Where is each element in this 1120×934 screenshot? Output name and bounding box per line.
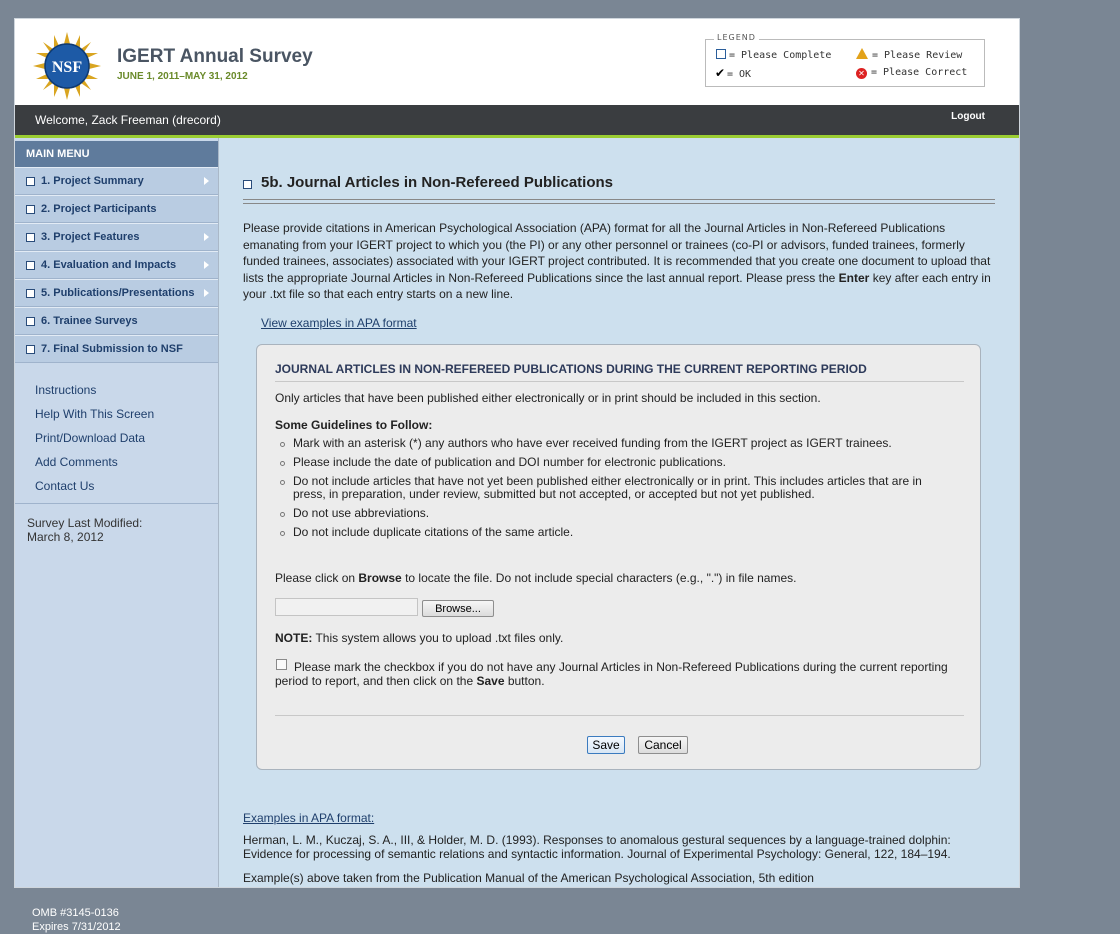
no-articles-checkbox[interactable] xyxy=(276,659,287,670)
app-title: IGERT Annual Survey xyxy=(117,46,313,67)
examples-apa-link[interactable]: Examples in APA format: xyxy=(243,811,375,825)
chevron-right-icon xyxy=(204,233,209,241)
sidebar-divider xyxy=(15,503,218,504)
no-articles-label: Please mark the checkbox if you do not have any Journal Articles in Non-Refereed Publications during the current reporting period to report, and then click on the Save button. xyxy=(275,660,948,688)
checkmark-icon: ✔ xyxy=(715,66,726,80)
legend-ok: ✔ = OK xyxy=(715,66,752,80)
panel-scope-text: Only articles that have been published either electronically or in print should be included in this section. xyxy=(275,391,821,405)
view-examples-link[interactable]: View examples in APA format xyxy=(261,316,417,330)
status-square-icon xyxy=(26,205,35,214)
error-icon: ✕ xyxy=(856,68,867,79)
main-content xyxy=(219,138,1020,888)
footer xyxy=(32,906,121,934)
legend xyxy=(705,33,985,87)
cancel-button[interactable]: Cancel xyxy=(638,736,688,754)
guidelines-heading: Some Guidelines to Follow: xyxy=(275,418,433,432)
instructions-link[interactable]: Instructions xyxy=(35,383,97,397)
menu-item-project-participants[interactable]: 2. Project Participants xyxy=(15,195,218,223)
file-path-input[interactable] xyxy=(275,598,418,616)
guidelines-list xyxy=(275,437,935,545)
status-square-icon xyxy=(26,233,35,242)
svg-text:NSF: NSF xyxy=(51,59,83,76)
status-square-icon xyxy=(26,289,35,298)
panel-title: JOURNAL ARTICLES IN NON-REFEREED PUBLICATIONS DURING THE CURRENT REPORTING PERIOD xyxy=(275,362,867,376)
omb-number: OMB #3145-0136 xyxy=(32,907,119,919)
last-modified xyxy=(15,516,218,544)
browse-button[interactable]: Browse... xyxy=(422,600,494,617)
menu-item-evaluation-impacts[interactable]: 4. Evaluation and Impacts xyxy=(15,251,218,279)
guideline-item: Please include the date of publication and DOI number for electronic publications. xyxy=(275,456,935,469)
help-link[interactable]: Help With This Screen xyxy=(35,407,155,421)
example-citation: Herman, L. M., Kuczaj, S. A., III, & Holder, M. D. (1993). Responses to anomalous gestural sequences by a language-trained dolphin: Evidence for processing of semantic relations and syntactic information. Journal of Experimental Psychology: General, 122, 184–194. xyxy=(243,833,951,861)
survey-dates: JUNE 1, 2011–MAY 31, 2012 xyxy=(117,71,248,82)
guideline-item: Do not include duplicate citations of the same article. xyxy=(275,526,935,539)
upload-panel xyxy=(256,344,981,770)
warning-icon xyxy=(856,48,868,59)
chevron-right-icon xyxy=(204,261,209,269)
guideline-item: Mark with an asterisk (*) any authors who have ever received funding from the IGERT project as IGERT trainees. xyxy=(275,437,935,450)
add-comments-link[interactable]: Add Comments xyxy=(35,455,118,469)
chevron-right-icon xyxy=(204,177,209,185)
welcome-text: Welcome, Zack Freeman (drecord) xyxy=(35,113,221,127)
status-square-icon xyxy=(26,317,35,326)
logout-link[interactable]: Logout xyxy=(951,111,985,122)
status-square-icon xyxy=(26,261,35,270)
guideline-item: Do not use abbreviations. xyxy=(275,507,935,520)
expiration-date: Expires 7/31/2012 xyxy=(32,921,121,933)
intro-text: Please provide citations in American Psychological Association (APA) format for all the Journal Articles in Non-Refereed Publications emanating from your IGERT project to which you (the PI) or any other personnel or trainees (co-PI or advisors, funded trainees, formerly funded trainees, associates) associated with your IGERT project contributed. It is recommended that you create one document to upload that lists the appropriate Journal Articles in Non-Refereed Publications since the last annual report. Please press the Enter key after each entry in your .txt file so that each entry starts on a new line. xyxy=(243,221,991,301)
menu-item-trainee-surveys[interactable]: 6. Trainee Surveys xyxy=(15,307,218,335)
legend-title: LEGEND xyxy=(714,33,759,42)
page-frame xyxy=(14,18,1020,888)
panel-divider xyxy=(275,381,964,382)
menu-item-publications[interactable]: 5. Publications/Presentations xyxy=(15,279,218,307)
nsf-logo xyxy=(33,32,101,100)
last-modified-label: Survey Last Modified: xyxy=(27,516,143,530)
legend-please-review: = Please Review xyxy=(856,48,962,62)
contact-us-link[interactable]: Contact Us xyxy=(35,479,95,493)
main-menu-header: MAIN MENU xyxy=(15,141,218,167)
legend-please-correct: ✕ = Please Correct xyxy=(856,66,967,80)
browse-instructions: Please click on Browse to locate the file. Do not include special characters (e.g., ".") in file names. xyxy=(275,571,797,585)
welcome-bar xyxy=(15,105,1020,138)
status-square-icon xyxy=(26,345,35,354)
panel-divider xyxy=(275,715,964,716)
header xyxy=(15,19,1020,105)
menu-item-project-features[interactable]: 3. Project Features xyxy=(15,223,218,251)
chevron-right-icon xyxy=(204,289,209,297)
sidebar-links xyxy=(15,363,218,493)
status-square-icon xyxy=(26,177,35,186)
menu-item-project-summary[interactable]: 1. Project Summary xyxy=(15,167,218,195)
status-square-icon xyxy=(243,180,252,189)
guideline-item: Do not include articles that have not yet been published either electronically or in print. This includes articles that are in press, in preparation, under review, submitted but not accepted, or accepted but not yet published. xyxy=(275,475,935,501)
empty-square-icon xyxy=(716,49,726,59)
sidebar xyxy=(15,138,219,888)
page-title: 5b. Journal Articles in Non-Refereed Publications xyxy=(261,174,614,191)
file-type-note: NOTE: This system allows you to upload .txt files only. xyxy=(275,631,564,645)
save-button[interactable]: Save xyxy=(587,736,625,754)
example-source: Example(s) above taken from the Publication Manual of the American Psychological Association, 5th edition xyxy=(243,871,814,885)
last-modified-date: March 8, 2012 xyxy=(27,530,104,544)
title-divider xyxy=(243,199,995,204)
menu-item-final-submission[interactable]: 7. Final Submission to NSF xyxy=(15,335,218,363)
print-download-link[interactable]: Print/Download Data xyxy=(35,431,146,445)
legend-please-complete: = Please Complete xyxy=(716,49,831,63)
